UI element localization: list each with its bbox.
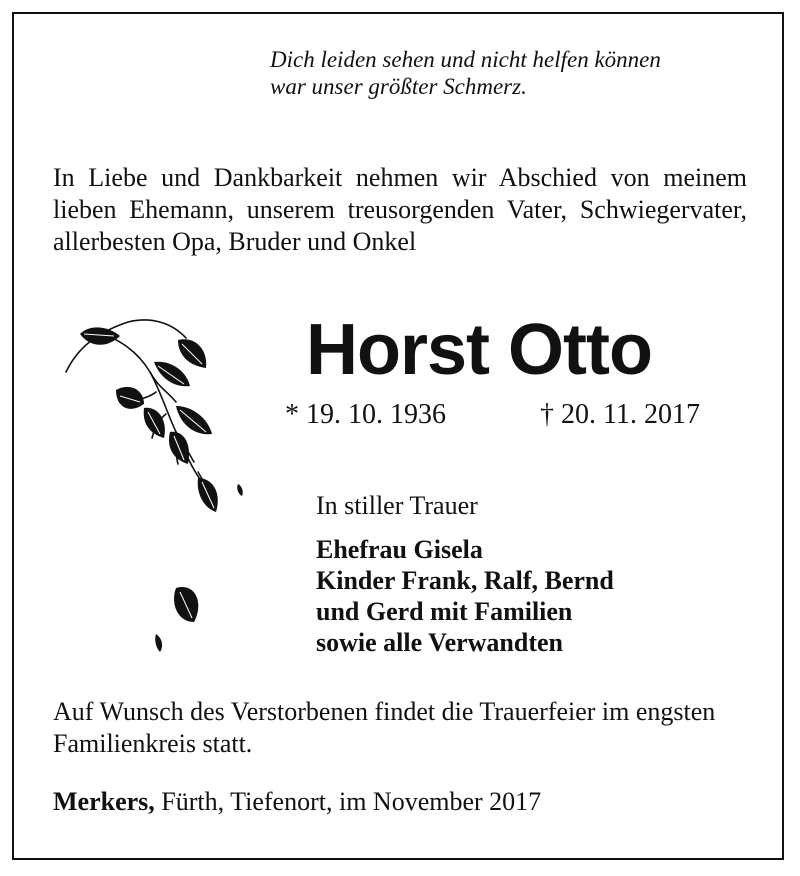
deceased-name: Horst Otto	[306, 310, 652, 390]
funeral-notice: Auf Wunsch des Verstorbenen findet die Trauerfeier im engsten Familienkreis statt.	[53, 697, 716, 758]
motto-line-1: Dich leiden sehen und nicht helfen können	[270, 47, 661, 72]
closing-line	[53, 786, 541, 818]
mourners-list	[316, 534, 614, 658]
closing-rest: Fürth, Tiefenort, im November 2017	[154, 787, 542, 816]
motto-quote	[270, 46, 770, 100]
mourner-line: Ehefrau Gisela	[316, 535, 483, 564]
mourner-line: und Gerd mit Familien	[316, 597, 573, 626]
intro-text: In Liebe und Dankbarkeit nehmen wir Abschied von meinem lieben Ehemann, unserem treusorgenden Vater, Schwiegervater, allerbesten Opa, Bruder und Onkel	[53, 163, 747, 256]
mourner-line: Kinder Frank, Ralf, Bernd	[316, 566, 614, 595]
closing-place: Merkers,	[53, 787, 155, 816]
mourning-label: In stiller Trauer	[316, 491, 478, 520]
birth-date: * 19. 10. 1936	[285, 399, 446, 430]
mourner-line: sowie alle Verwandten	[316, 628, 563, 657]
motto-line-2: war unser größter Schmerz.	[270, 74, 527, 99]
death-date: † 20. 11. 2017	[540, 399, 700, 430]
birch-branch-icon	[58, 312, 258, 662]
